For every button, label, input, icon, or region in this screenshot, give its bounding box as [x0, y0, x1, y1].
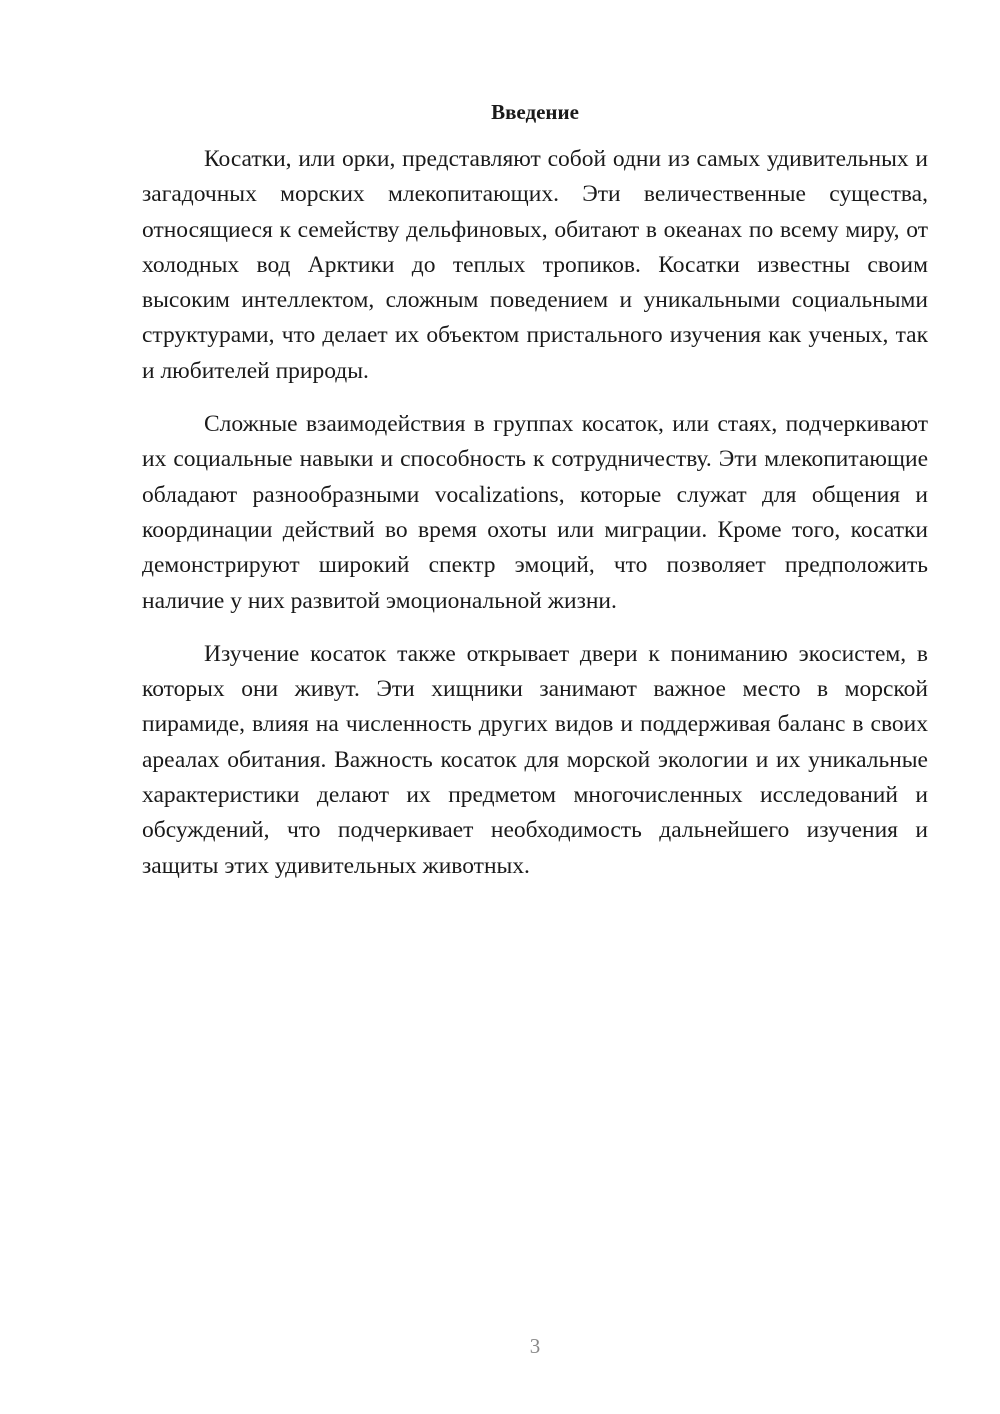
- body-text: [142, 142, 928, 902]
- paragraph-2: Сложные взаимодействия в группах косаток, или стаях, подчеркивают их социальные навыки и способность к сотрудничеству. Эти млекопитающие обладают разнообразными vocalizations, которые служат для общения и координации действий во время охоты или миграции. Кроме того, косатки демонстрируют широкий спектр эмоций, что позволяет предположить наличие у них развитой эмоциональной жизни.: [142, 411, 928, 614]
- page-number: 3: [529, 1334, 541, 1358]
- section-title: Введение: [491, 100, 579, 124]
- paragraph-3: Изучение косаток также открывает двери к пониманию экосистем, в которых они живут. Эти хищники занимают важное место в морской пирамиде, влияя на численность других видов и поддерживая баланс в своих ареалах обитания. Важность косаток для морской экологии и их уникальные характеристики делают их предметом многочисленных исследований и обсуждений, что подчеркивает необходимость дальнейшего изучения и защиты этих удивительных животных.: [142, 640, 928, 879]
- paragraph-1: Косатки, или орки, представляют собой одни из самых удивительных и загадочных морских млекопитающих. Эти величественные существа, относящиеся к семейству дельфиновых, обитают в океанах по всему миру, от холодных вод Арктики до теплых тропиков. Косатки известны своим высоким интеллектом, сложным поведением и уникальными социальными структурами, что делает их объектом пристального изучения как ученых, так и любителей природы.: [142, 146, 928, 384]
